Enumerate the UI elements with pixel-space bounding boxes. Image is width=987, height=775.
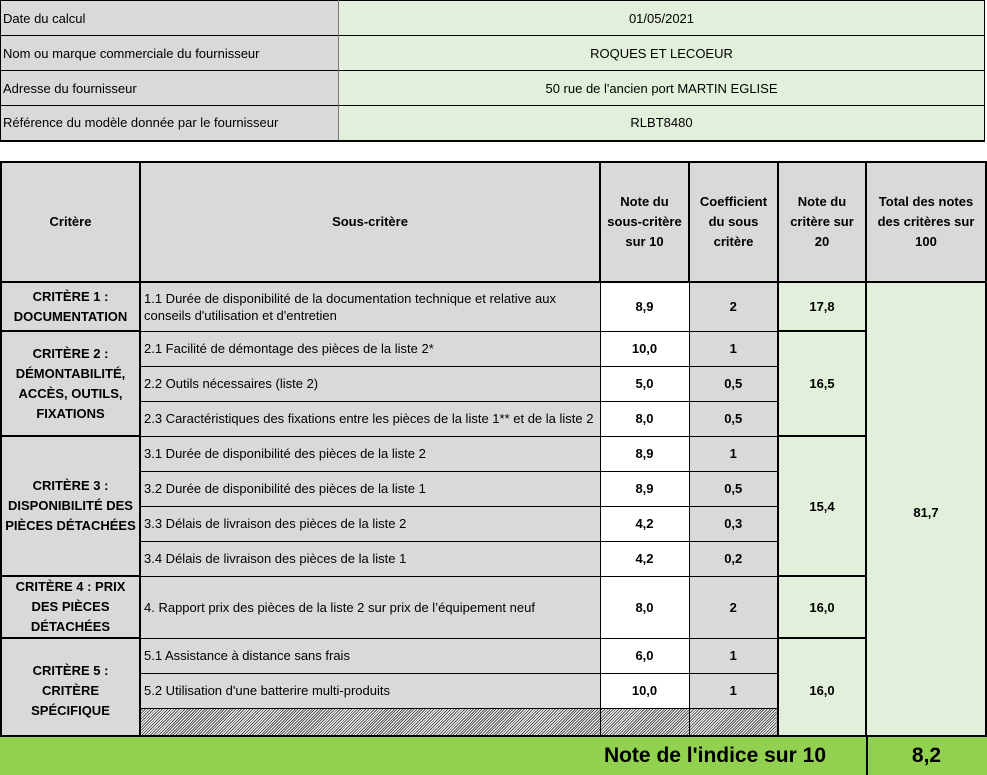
sub-criterion-coef: 0,5: [689, 471, 778, 506]
header-critere: Critère: [1, 162, 140, 282]
sub-criterion-coef: 0,3: [689, 506, 778, 541]
header-sous-critere: Sous-critère: [140, 162, 600, 282]
header-total: Total des notes des critères sur 100: [866, 162, 986, 282]
score-table: [0, 161, 987, 744]
info-label: Adresse du fournisseur: [1, 71, 339, 106]
sub-criterion-note[interactable]: 5,0: [600, 366, 689, 401]
criterion-name: CRITÈRE 4 : PRIX DES PIÈCES DÉTACHÉES: [1, 576, 140, 638]
sub-criterion-coef: 2: [689, 576, 778, 638]
sub-criterion-coef: 2: [689, 282, 778, 331]
info-row-reference: [1, 106, 985, 141]
sub-criterion-coef: 1: [689, 436, 778, 471]
info-row-address: [1, 71, 985, 106]
sub-criterion-label: 2.3 Caractéristiques des fixations entre les pièces de la liste 1** et de la liste 2: [140, 401, 600, 436]
sub-criterion-note[interactable]: 10,0: [600, 673, 689, 708]
table-row: [1, 331, 986, 366]
sub-criterion-note[interactable]: 8,0: [600, 401, 689, 436]
criterion-score: 15,4: [778, 436, 866, 576]
sub-criterion-coef: 0,5: [689, 366, 778, 401]
info-label: Nom ou marque commerciale du fournisseur: [1, 36, 339, 71]
table-row: [1, 576, 986, 638]
sub-criterion-coef: 1: [689, 331, 778, 366]
sub-criterion-label: 3.2 Durée de disponibilité des pièces de la liste 1: [140, 471, 600, 506]
criterion-name: CRITÈRE 1 : DOCUMENTATION: [1, 282, 140, 331]
sub-criterion-label: 4. Rapport prix des pièces de la liste 2 sur prix de l’équipement neuf: [140, 576, 600, 638]
sub-criterion-label: 2.2 Outils nécessaires (liste 2): [140, 366, 600, 401]
sub-criterion-note[interactable]: 8,9: [600, 282, 689, 331]
sub-criterion-label: 5.1 Assistance à distance sans frais: [140, 638, 600, 673]
total-score: 81,7: [866, 282, 986, 743]
sub-criterion-label: 5.2 Utilisation d'une batterire multi-produits: [140, 673, 600, 708]
sub-criterion-label: 3.3 Délais de livraison des pièces de la liste 2: [140, 506, 600, 541]
info-value[interactable]: 50 rue de l'ancien port MARTIN EGLISE: [339, 71, 985, 106]
criterion-score: 16,0: [778, 638, 866, 743]
sub-criterion-note[interactable]: 8,9: [600, 436, 689, 471]
index-footer: [0, 735, 987, 775]
info-label: Date du calcul: [1, 1, 339, 36]
sub-criterion-note[interactable]: 8,0: [600, 576, 689, 638]
index-label: Note de l'indice sur 10: [603, 744, 826, 767]
info-value[interactable]: 01/05/2021: [339, 1, 985, 36]
header-note-sous-critere: Note du sous-critère sur 10: [600, 162, 689, 282]
criterion-score: 16,0: [778, 576, 866, 638]
info-row-supplier: [1, 36, 985, 71]
header-coefficient: Coefficient du sous critère: [689, 162, 778, 282]
criterion-name: CRITÈRE 2 : DÉMONTABILITÉ, ACCÈS, OUTILS, FIXATIONS: [1, 331, 140, 436]
index-value: 8,2: [866, 737, 985, 775]
info-value[interactable]: ROQUES ET LECOEUR: [339, 36, 985, 71]
sub-criterion-note[interactable]: 6,0: [600, 638, 689, 673]
header-note-critere: Note du critère sur 20: [778, 162, 866, 282]
sub-criterion-note[interactable]: 8,9: [600, 471, 689, 506]
sub-criterion-label: 3.4 Délais de livraison des pièces de la liste 1: [140, 541, 600, 576]
sub-criterion-coef: 0,2: [689, 541, 778, 576]
sub-criterion-note[interactable]: 4,2: [600, 541, 689, 576]
criterion-name: CRITÈRE 5 : CRITÈRE SPÉCIFIQUE: [1, 638, 140, 743]
criterion-name: CRITÈRE 3 : DISPONIBILITÉ DES PIÈCES DÉTACHÉES: [1, 436, 140, 576]
criterion-score: 17,8: [778, 282, 866, 331]
sub-criterion-label: 3.1 Durée de disponibilité des pièces de la liste 2: [140, 436, 600, 471]
sub-criterion-label: 1.1 Durée de disponibilité de la documentation technique et relative aux conseils d'utilisation et d'entretien: [140, 282, 600, 331]
table-row: [1, 282, 986, 331]
sub-criterion-coef: 1: [689, 638, 778, 673]
info-row-date: [1, 1, 985, 36]
sub-criterion-note[interactable]: 10,0: [600, 331, 689, 366]
info-label: Référence du modèle donnée par le fournisseur: [1, 106, 339, 141]
sub-criterion-coef: 1: [689, 673, 778, 708]
table-row: [1, 638, 986, 673]
criterion-score: 16,5: [778, 331, 866, 436]
supplier-info-table: [0, 0, 985, 142]
sub-criterion-note[interactable]: 4,2: [600, 506, 689, 541]
sub-criterion-coef: 0,5: [689, 401, 778, 436]
info-value[interactable]: RLBT8480: [339, 106, 985, 141]
table-row: [1, 436, 986, 471]
header-row: [1, 162, 986, 282]
sub-criterion-label: 2.1 Facilité de démontage des pièces de la liste 2*: [140, 331, 600, 366]
